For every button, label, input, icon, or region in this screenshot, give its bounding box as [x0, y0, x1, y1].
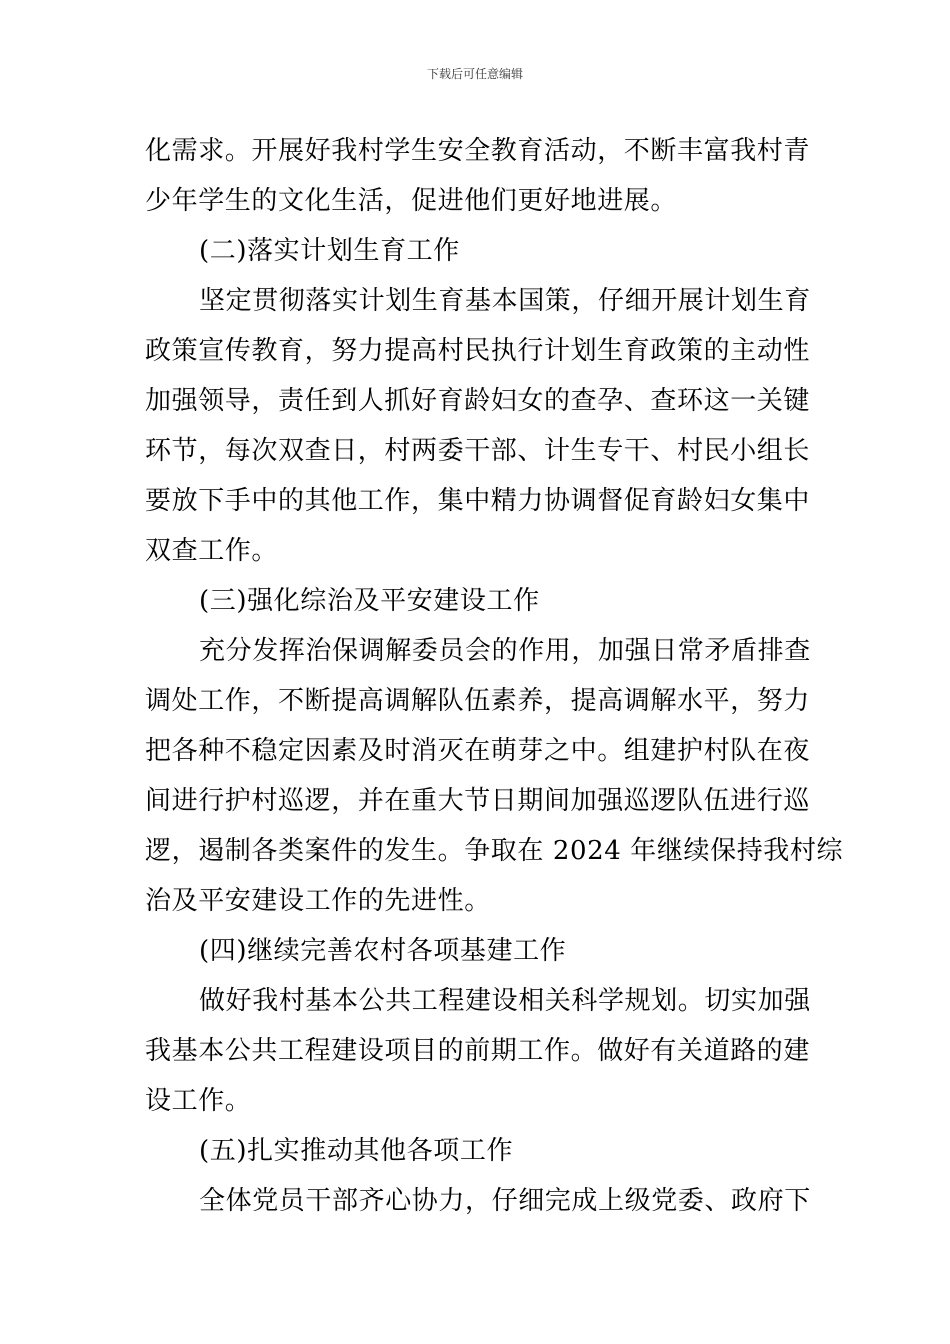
text-line: 少年学生的文化生活，促进他们更好地进展。 — [145, 186, 678, 216]
text-line: 要放下手中的其他工作，集中精力协调督促育龄妇女集中 — [145, 486, 811, 516]
text-line: 坚定贯彻落实计划生育基本国策，仔细开展计划生育 — [199, 286, 811, 316]
document-body — [145, 126, 844, 1226]
section-heading: (三)强化综治及平安建设工作 — [199, 586, 540, 616]
text-line: 逻，遏制各类案件的发生。争取在 2024 年继续保持我村综 — [145, 836, 844, 866]
text-line: 政策宣传教育，努力提高村民执行计划生育政策的主动性 — [145, 336, 811, 366]
text-line: 加强领导，责任到人抓好育龄妇女的查孕、查环这一关键 — [145, 386, 811, 416]
text-line: 做好我村基本公共工程建设相关科学规划。切实加强 — [199, 986, 811, 1016]
text-line: 设工作。 — [145, 1086, 252, 1116]
text-line: 环节，每次双查日，村两委干部、计生专干、村民小组长 — [145, 436, 811, 466]
text-line: 化需求。开展好我村学生安全教育活动，不断丰富我村青 — [145, 136, 811, 166]
page-header: 下载后可任意编辑 — [426, 67, 523, 81]
section-heading: (二)落实计划生育工作 — [199, 236, 460, 266]
text-line: 双查工作。 — [145, 536, 279, 566]
text-line: 全体党员干部齐心协力，仔细完成上级党委、政府下 — [199, 1186, 811, 1216]
text-line: 调处工作，不断提高调解队伍素养，提高调解水平，努力 — [145, 686, 811, 716]
text-line: 我基本公共工程建设项目的前期工作。做好有关道路的建 — [145, 1036, 811, 1066]
section-heading: (五)扎实推动其他各项工作 — [199, 1136, 514, 1166]
text-line: 间进行护村巡逻，并在重大节日期间加强巡逻队伍进行巡 — [145, 786, 811, 816]
text-line: 把各种不稳定因素及时消灭在萌芽之中。组建护村队在夜 — [145, 736, 811, 766]
text-line: 充分发挥治保调解委员会的作用，加强日常矛盾排查 — [199, 636, 811, 666]
text-line: 治及平安建设工作的先进性。 — [145, 886, 491, 916]
section-heading: (四)继续完善农村各项基建工作 — [199, 936, 567, 966]
